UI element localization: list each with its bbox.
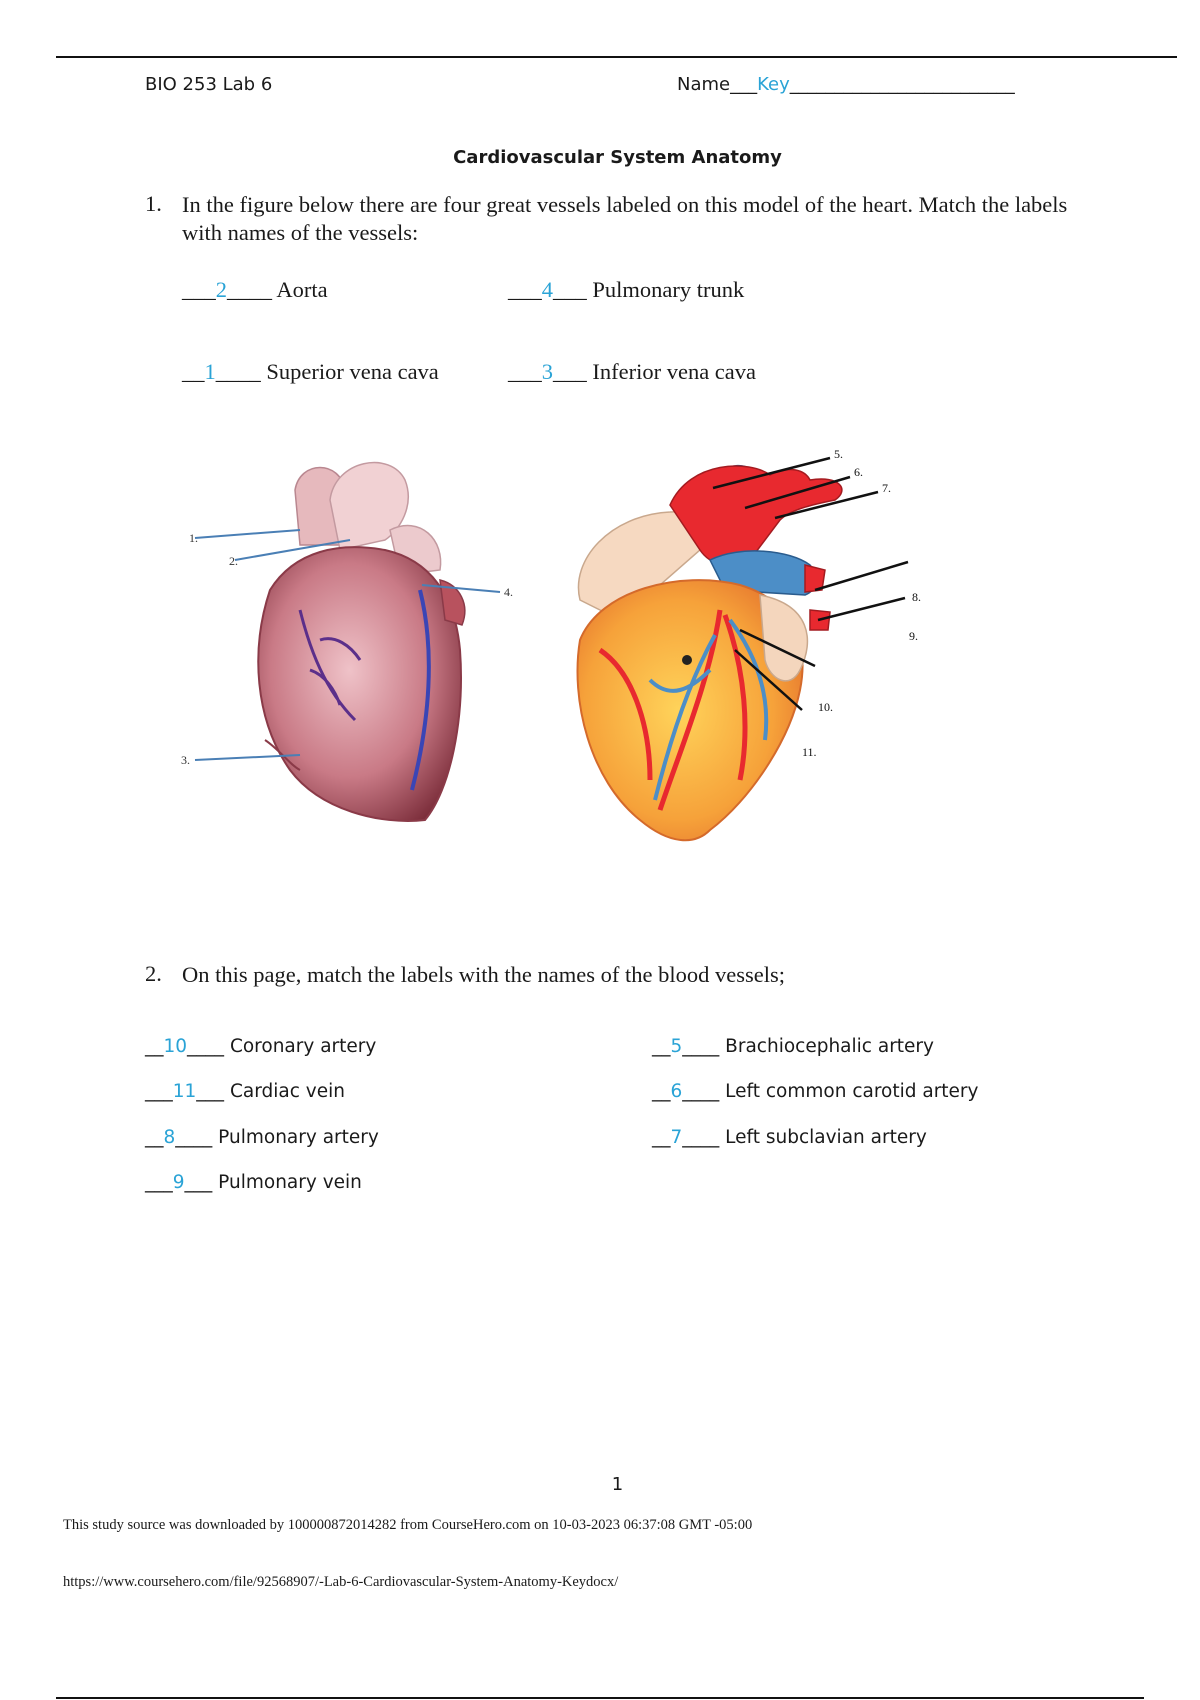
left-label-4: 4. (504, 585, 513, 599)
answer: 6 (670, 1081, 683, 1102)
answer: 8 (163, 1127, 176, 1148)
course-label: BIO 253 Lab 6 (145, 74, 273, 95)
right-label-9: 9. (909, 629, 918, 643)
answer: 3 (541, 359, 553, 384)
answer: 1 (204, 359, 216, 384)
left-heart-image (258, 463, 464, 821)
q2-item-pulmonary-artery: __8____ Pulmonary artery (145, 1127, 379, 1148)
q2-item-pulmonary-vein: ___9___ Pulmonary vein (145, 1172, 362, 1193)
answer: 9 (172, 1172, 185, 1193)
q2-item-brachiocephalic-artery: __5____ Brachiocephalic artery (652, 1036, 934, 1057)
q1-number: 1. (145, 191, 162, 216)
q2-text: On this page, match the labels with the names of the blood vessels; (182, 962, 785, 987)
right-label-6: 6. (854, 465, 863, 479)
q2-item-cardiac-vein: ___11___ Cardiac vein (145, 1081, 345, 1102)
answer: 5 (670, 1036, 683, 1057)
answer: 4 (541, 277, 553, 302)
source-url[interactable]: https://www.coursehero.com/file/92568907/-Lab-6-Cardiovascular-System-Anatomy-Keydocx/ (63, 1574, 619, 1590)
name-suffix: _________________________ (789, 74, 1015, 95)
answer: 2 (215, 277, 227, 302)
name-field (677, 74, 1015, 95)
name-value: Key (757, 74, 790, 95)
answer: 7 (670, 1127, 683, 1148)
right-label-8: 8. (912, 590, 921, 604)
q1-item-pulmonary-trunk: ___4___ Pulmonary trunk (508, 277, 745, 302)
right-label-11: 11. (802, 745, 817, 759)
q2-number: 2. (145, 961, 162, 986)
right-heart-image (578, 466, 842, 841)
page-title: Cardiovascular System Anatomy (453, 147, 782, 168)
name-prefix: Name___ (677, 74, 758, 95)
q2-item-left-common-carotid-artery: __6____ Left common carotid artery (652, 1081, 979, 1102)
right-label-5: 5. (834, 447, 843, 461)
top-rule (56, 56, 1177, 58)
q1-item-aorta: ___2____ Aorta (182, 277, 328, 302)
right-label-7: 7. (882, 481, 891, 495)
q1-item-superior-vena-cava: __1____ Superior vena cava (182, 359, 439, 384)
left-label-3: 3. (181, 753, 190, 767)
bottom-rule (56, 1697, 1144, 1699)
download-note: This study source was downloaded by 100000872014282 from CourseHero.com on 10-03-2023 06:37:08 GMT -05:00 (63, 1517, 753, 1533)
answer: 10 (163, 1036, 188, 1057)
heart-figure (150, 420, 990, 890)
left-label-1: 1. (189, 531, 198, 545)
answer: 11 (172, 1081, 197, 1102)
q2-item-coronary-artery: __10____ Coronary artery (145, 1036, 377, 1057)
page-number: 1 (611, 1474, 624, 1495)
q2-item-left-subclavian-artery: __7____ Left subclavian artery (652, 1127, 927, 1148)
q1-item-inferior-vena-cava: ___3___ Inferior vena cava (508, 359, 757, 384)
q1-text: In the figure below there are four great vessels labeled on this model of the heart. Match the labels with names of the vessels: (182, 192, 1068, 245)
right-label-10: 10. (818, 700, 833, 714)
left-label-2: 2. (229, 554, 238, 568)
